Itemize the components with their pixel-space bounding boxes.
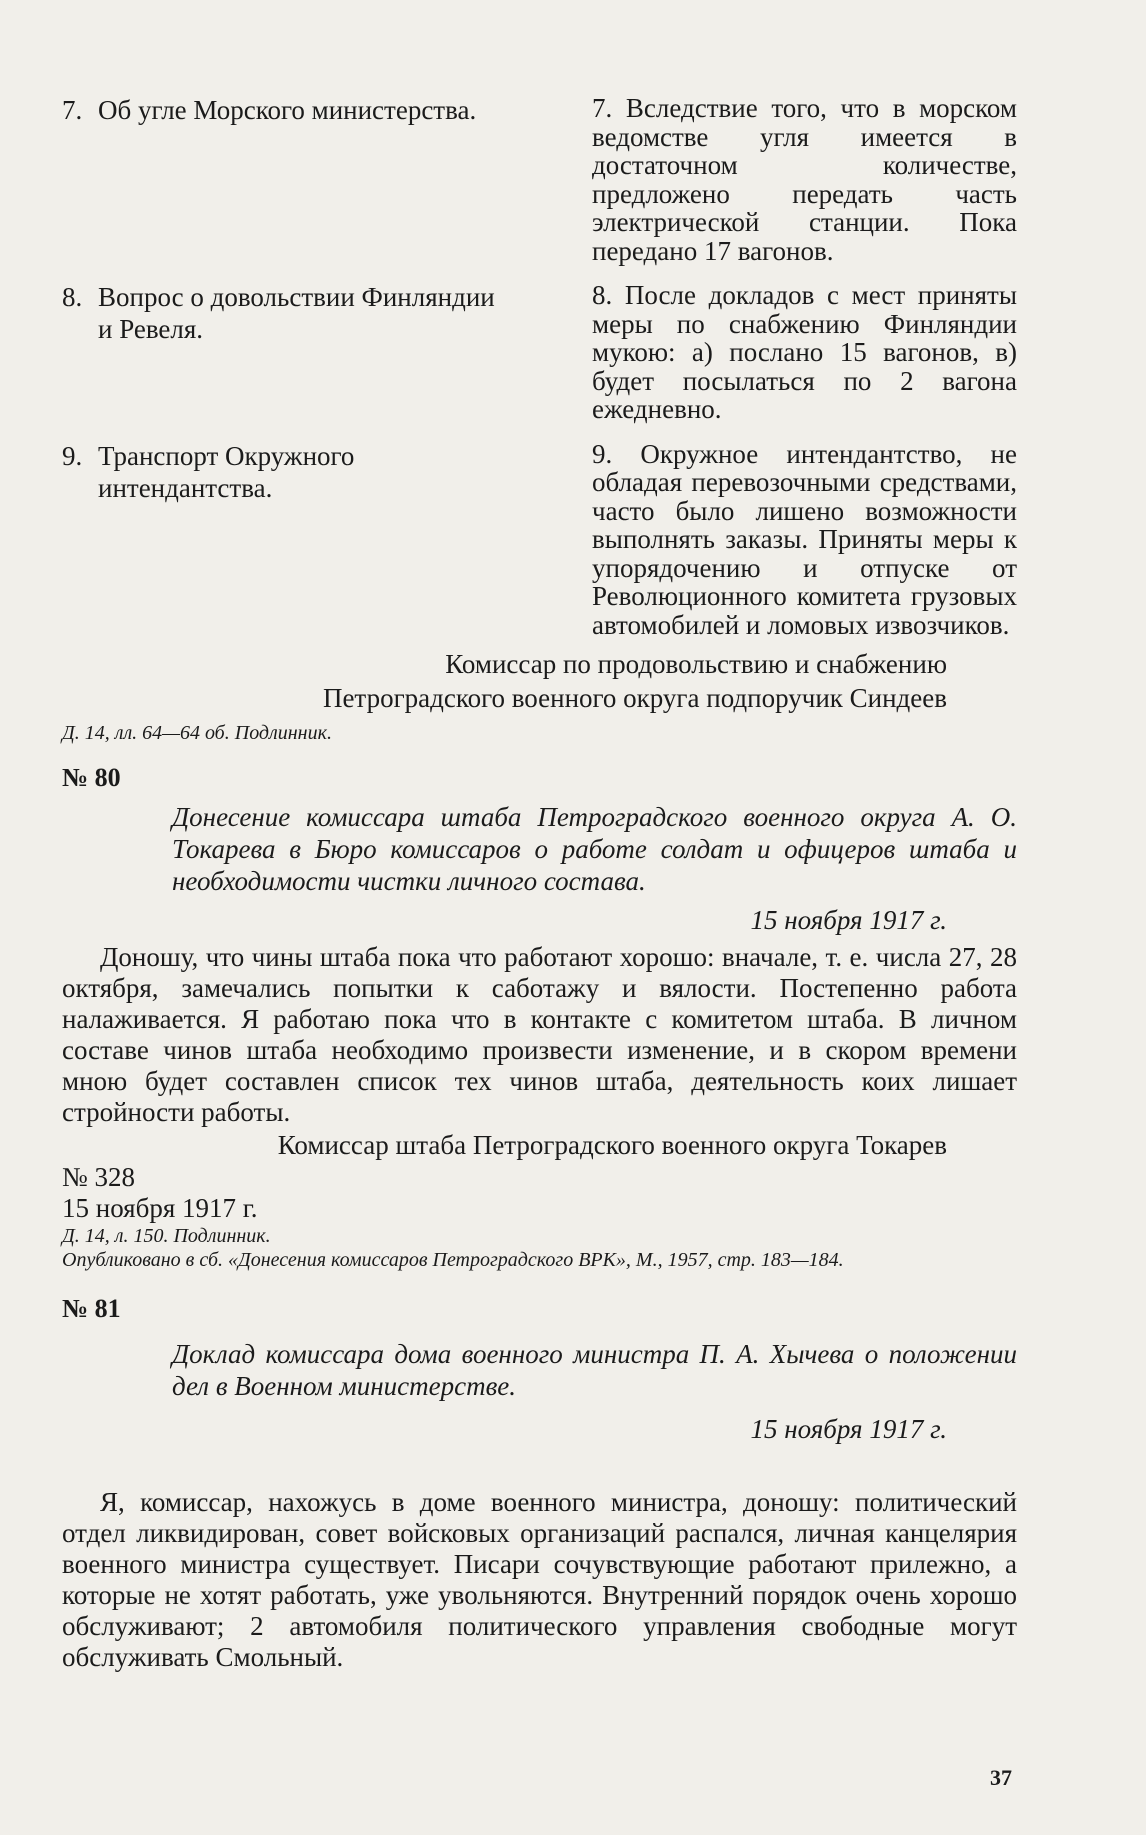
item-question-text: Транспорт Окружного интендантства. xyxy=(98,440,355,503)
publication-source: Опубликовано в сб. «Донесения комиссаров Петроградского ВРК», М., 1957, стр. 183—184. xyxy=(62,1249,844,1271)
item-answer: 8. После докладов с мест приняты меры по снабжению Финляндии мукою: а) послано 15 вагонов, в) будет посылаться по 2 вагона ежедневно. xyxy=(592,280,1017,424)
document-number: № 80 xyxy=(62,763,121,792)
item-row-8 xyxy=(62,281,1017,424)
item-number: 9. xyxy=(62,440,83,471)
document-number: № 81 xyxy=(62,1294,121,1323)
item-row-9 xyxy=(62,440,1017,640)
registration-date: 15 ноября 1917 г. xyxy=(62,1193,258,1223)
signature: Комиссар штаба Петроградского военного округа Токарев xyxy=(277,1130,947,1160)
document-date: 15 ноября 1917 г. xyxy=(750,1414,947,1444)
item-question xyxy=(62,281,502,424)
document-title: Доклад комиссара дома военного министра П. А. Хычева о положении дел в Военном министерстве. xyxy=(172,1339,1017,1401)
archive-source: Д. 14, лл. 64—64 об. Подлинник. xyxy=(62,722,332,744)
item-answer: 7. Вследствие того, что в морском ведомстве угля имеется в достаточном количестве, предложено передать часть электрической станции. Пока передано 17 вагонов. xyxy=(592,93,1017,266)
item-question-text: Об угле Морского министерства. xyxy=(98,95,477,125)
document-title: Донесение комиссара штаба Петроградского военного округа А. О. Токарева в Бюро комиссаров о работе солдат и офицеров штаба и необходимости чистки личного состава. xyxy=(172,802,1017,896)
item-number: 8. xyxy=(62,282,83,312)
archive-source: Д. 14, л. 150. Подлинник. xyxy=(62,1225,271,1247)
page-number: 37 xyxy=(990,1765,1012,1790)
document-body: Я, комиссар, нахожусь в доме военного министра, доношу: политический отдел ликвидирован, совет войсковых организаций распался, личная канцелярия военного министра существует. Писари сочувствующие работают прилежно, а которые не хотят работать, уже увольняются. Внутренний порядок очень хорошо обслуживают; 2 автомобиля политического управления свободные могут обслуживать Смольный. xyxy=(62,1487,1017,1672)
item-number: 7. xyxy=(62,95,83,125)
document-date: 15 ноября 1917 г. xyxy=(750,905,947,935)
signature-line-2: Петроградского военного округа подпоручик Синдеев xyxy=(322,683,947,713)
document-body: Доношу, что чины штаба пока что работают хорошо: вначале, т. е. числа 27, 28 октября, замечались попытки к саботажу и вялости. Постепенно работа налаживается. Я работаю пока что в контакте с комитетом штаба. В личном составе чинов штаба необходимо произвести изменение, и в скором времени мною будет составлен список тех чинов штаба, деятельность коих лишает стройности работы. xyxy=(62,942,1017,1127)
document-page xyxy=(62,94,1017,1673)
item-answer: 9. Окружное интендантство, не обладая перевозочными средствами, часто было лишено возможности выполнять заказы. Приняты меры к упорядочению и отпуске от Революционного комитета грузовых автомобилей и ломовых извозчиков. xyxy=(592,438,1017,640)
item-question xyxy=(62,440,502,640)
signature-line-1: Комиссар по продовольствию и снабжению xyxy=(445,649,947,679)
item-question-text: Вопрос о довольствии Финляндии и Ревеля. xyxy=(98,282,495,344)
registration-number: № 328 xyxy=(62,1162,136,1192)
item-row-7 xyxy=(62,94,1017,265)
item-question xyxy=(62,94,502,265)
